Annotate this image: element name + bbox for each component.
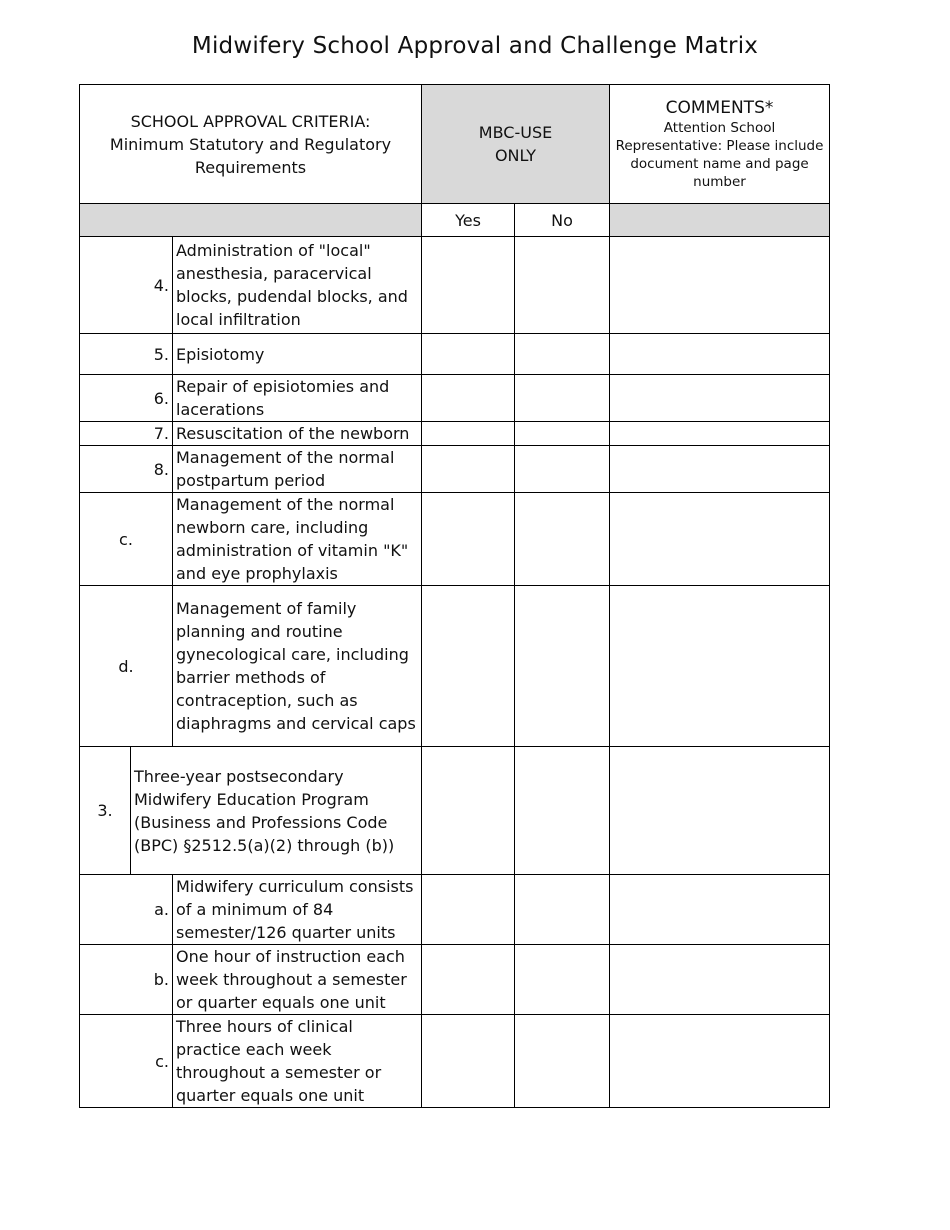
- table-row: [80, 875, 830, 945]
- no-cell[interactable]: [515, 493, 610, 586]
- row-number: 7.: [80, 422, 173, 446]
- row-description: One hour of instruction each week throughout a semester or quarter equals one unit: [173, 945, 422, 1015]
- row-description: Episiotomy: [173, 334, 422, 375]
- no-column-header: No: [515, 204, 610, 237]
- criteria-header-subtitle: Minimum Statutory and Regulatory Requirements: [109, 134, 392, 177]
- comments-cell[interactable]: [610, 237, 830, 334]
- approval-matrix-table: [79, 84, 830, 1108]
- yes-cell[interactable]: [422, 237, 515, 334]
- no-cell[interactable]: [515, 1015, 610, 1108]
- row-number: b.: [80, 945, 173, 1015]
- no-cell[interactable]: [515, 875, 610, 945]
- yes-cell[interactable]: [422, 1015, 515, 1108]
- row-number: d.: [80, 586, 173, 747]
- blank-comments-shaded-cell: [610, 204, 830, 237]
- table-row: [80, 747, 830, 875]
- yes-no-header-row: [80, 204, 830, 237]
- table-row: [80, 493, 830, 586]
- header-row: [80, 85, 830, 204]
- yes-column-header: Yes: [422, 204, 515, 237]
- yes-cell[interactable]: [422, 945, 515, 1015]
- row-description: Management of the normal newborn care, including administration of vitamin "K" and eye prophylaxis: [173, 493, 422, 586]
- no-cell[interactable]: [515, 422, 610, 446]
- comments-cell[interactable]: [610, 586, 830, 747]
- table-row: [80, 422, 830, 446]
- row-description: Midwifery curriculum consists of a minimum of 84 semester/126 quarter units: [173, 875, 422, 945]
- comments-cell[interactable]: [610, 747, 830, 875]
- table-row: [80, 945, 830, 1015]
- no-cell[interactable]: [515, 334, 610, 375]
- comments-header: [610, 85, 830, 204]
- row-number: a.: [80, 875, 173, 945]
- no-cell[interactable]: [515, 747, 610, 875]
- yes-cell[interactable]: [422, 747, 515, 875]
- yes-cell[interactable]: [422, 334, 515, 375]
- table-row: [80, 586, 830, 747]
- blank-shaded-cell: [80, 204, 422, 237]
- row-number: c.: [80, 1015, 173, 1108]
- row-number: 5.: [80, 334, 173, 375]
- table-row: [80, 334, 830, 375]
- no-cell[interactable]: [515, 375, 610, 422]
- table-row: [80, 237, 830, 334]
- comments-header-note: Attention School Representative: Please include document name and page number: [615, 120, 824, 190]
- comments-cell[interactable]: [610, 422, 830, 446]
- mbc-header-line1: MBC-USE: [478, 123, 553, 142]
- no-cell[interactable]: [515, 586, 610, 747]
- comments-cell[interactable]: [610, 446, 830, 493]
- no-cell[interactable]: [515, 446, 610, 493]
- row-number: 4.: [80, 237, 173, 334]
- row-number: c.: [80, 493, 173, 586]
- criteria-header: [80, 85, 422, 204]
- comments-cell[interactable]: [610, 875, 830, 945]
- row-description: Three hours of clinical practice each week throughout a semester or quarter equals one unit: [173, 1015, 422, 1108]
- yes-cell[interactable]: [422, 422, 515, 446]
- row-number: 8.: [80, 446, 173, 493]
- comments-cell[interactable]: [610, 1015, 830, 1108]
- comments-cell[interactable]: [610, 945, 830, 1015]
- no-cell[interactable]: [515, 237, 610, 334]
- yes-cell[interactable]: [422, 875, 515, 945]
- criteria-header-title: SCHOOL APPROVAL CRITERIA:: [130, 111, 371, 131]
- comments-cell[interactable]: [610, 493, 830, 586]
- yes-cell[interactable]: [422, 375, 515, 422]
- comments-cell[interactable]: [610, 334, 830, 375]
- mbc-header-line2: ONLY: [494, 146, 537, 165]
- row-description: Repair of episiotomies and lacerations: [173, 375, 422, 422]
- row-number: 3.: [80, 747, 131, 875]
- comments-cell[interactable]: [610, 375, 830, 422]
- yes-cell[interactable]: [422, 493, 515, 586]
- row-description: Three-year postsecondary Midwifery Education Program (Business and Professions Code (BPC) §2512.5(a)(2) through (b)): [131, 747, 422, 875]
- row-description: Administration of "local" anesthesia, paracervical blocks, pudendal blocks, and local infiltration: [173, 237, 422, 334]
- table-row: [80, 446, 830, 493]
- row-description: Resuscitation of the newborn: [173, 422, 422, 446]
- table-row: [80, 1015, 830, 1108]
- table-row: [80, 375, 830, 422]
- comments-header-title: COMMENTS*: [665, 98, 774, 118]
- row-number: 6.: [80, 375, 173, 422]
- yes-cell[interactable]: [422, 586, 515, 747]
- row-description: Management of family planning and routine gynecological care, including barrier methods of contraception, such as diaphragms and cervical caps: [173, 586, 422, 747]
- yes-cell[interactable]: [422, 446, 515, 493]
- document-title: Midwifery School Approval and Challenge Matrix: [191, 33, 759, 59]
- row-description: Management of the normal postpartum period: [173, 446, 422, 493]
- no-cell[interactable]: [515, 945, 610, 1015]
- mbc-use-only-header: [422, 85, 610, 204]
